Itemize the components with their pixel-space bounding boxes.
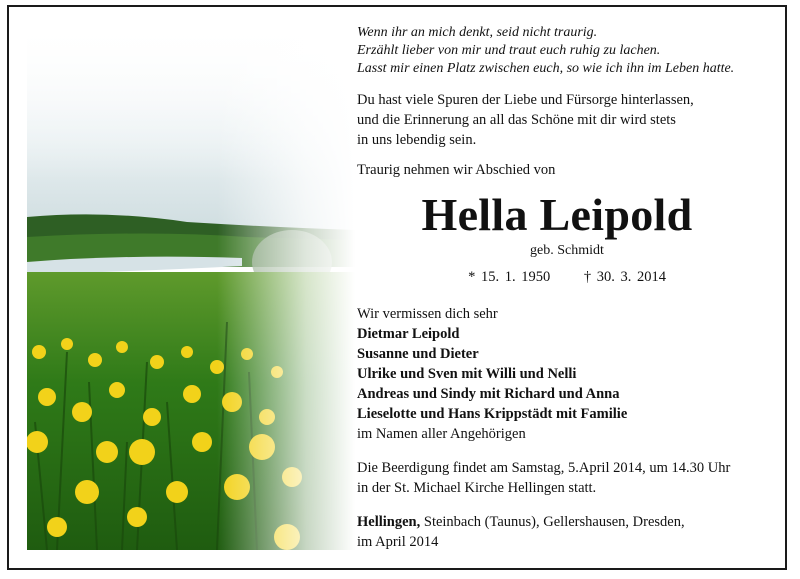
farewell-lead: Traurig nehmen wir Abschied von	[357, 162, 556, 178]
maiden-name: geb. Schmidt	[530, 243, 604, 258]
mourners-list	[357, 304, 777, 444]
deceased-name: Hella Leipold	[421, 189, 693, 240]
obituary-text	[357, 24, 777, 552]
family-outro: im Namen aller Angehörigen	[357, 426, 526, 442]
death-date: † 30. 3. 2014	[583, 269, 666, 285]
mourner: Susanne und Dieter	[357, 346, 479, 362]
place-main: Hellingen,	[357, 514, 421, 530]
meadow-photo	[27, 22, 355, 550]
funeral-info: Die Beerdigung findet am Samstag, 5.April 2014, um 14.30 Uhr in der St. Michael Kirche Hellingen statt.	[357, 460, 731, 496]
mourner: Ulrike und Sven mit Willi und Nelli	[357, 366, 577, 382]
poem: Wenn ihr an mich denkt, seid nicht traurig. Erzählt lieber von mir und traut euch ruhig zu lachen. Lasst mir einen Platz zwischen euch, so wie ich ihn im Leben hatte.	[357, 25, 735, 76]
mourner: Lieselotte und Hans Krippstädt mit Familie	[357, 406, 628, 422]
mourner: Andreas und Sindy mit Richard und Anna	[357, 386, 620, 402]
tribute-text: Du hast viele Spuren der Liebe und Fürsorge hinterlassen, und die Erinnerung an all das Schöne mit dir wird stets in uns lebendig sein.	[357, 92, 694, 148]
place-others: Steinbach (Taunus), Gellershausen, Dresden,	[420, 514, 685, 530]
date-line: im April 2014	[357, 534, 439, 550]
birth-date: * 15. 1. 1950	[468, 269, 551, 285]
life-dates	[357, 269, 777, 286]
place-line	[357, 512, 777, 552]
family-intro: Wir vermissen dich sehr	[357, 306, 498, 322]
mourner: Dietmar Leipold	[357, 326, 460, 342]
